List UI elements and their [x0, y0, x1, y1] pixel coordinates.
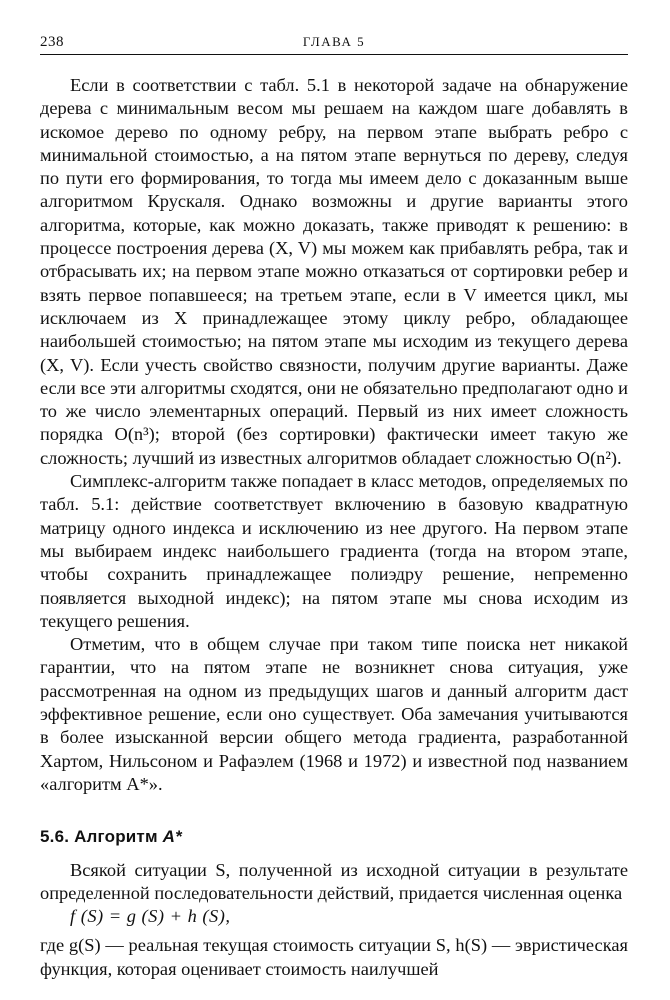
section-heading-text: 5.6. Алгоритм [40, 827, 163, 847]
paragraph-kruskal: Если в соответствии с табл. 5.1 в некоторой задаче на обнаружение дерева с минимальным весом мы решаем на каждом шаге добавлять в искомое дерево по одному ребру, на первом этапе выбрать ребро с минимальной стоимостью, а на пятом этапе вернуться по дереву, следуя по пути его формирования, то тогда мы имеем дело с доказанным выше алгоритмом Крускаля. Однако возможны и другие варианты этого алгоритма, которые, как можно доказать, также приводят к решению: в процессе построения дерева (X, V) мы можем как прибавлять ребра, так и отбрасывать их; на первом этапе можно отказаться от сортировки ребер и взять первое попавшееся; на третьем этапе, если в V имеется цикл, мы исключаем из X принадлежащее этому циклу ребро, обладающее наибольшей стоимостью; на пятом этапе мы исходим из текущего дерева (X, V). Если учесть свойство связности, получим другие варианты. Даже если все эти алгоритмы сходятся, они не обязательно предполагают одно и то же число элементарных операций. Первый из них имеет сложность порядка O(n³); второй (без сортировки) фактически имеет такую же сложность; лучший из известных алгоритмов обладает сложностью O(n²). [40, 75, 628, 468]
running-head: ГЛАВА 5 [302, 34, 366, 49]
page-number: 238 [40, 34, 64, 50]
section-heading [40, 825, 628, 848]
section-heading-algorithm: A* [162, 827, 182, 847]
paragraph-remarks: Отметим, что в общем случае при таком типе поиска нет никакой гарантии, что на пятом этапе не возникнет снова ситуация, уже рассмотренная на одном из предыдущих шагов и данный алгоритм даст эффективное решение, если оно существует. Оба замечания учитываются в более изысканной версии общего метода градиента, разработанной Хартом, Нильсоном и Рафаэлем (1968 и 1972) и известной под названием «алгоритм A*». [40, 634, 628, 794]
evaluation-formula: f (S) = g (S) + h (S), [70, 906, 231, 927]
paragraph-simplex: Симплекс-алгоритм также попадает в класс методов, определяемых по табл. 5.1: действие соответствует включению в базовую квадратную матрицу одного индекса и исключению из нее другого. На первом этапе мы выбираем индекс наибольшего градиента (тогда на втором этапе, чтобы сохранить принадлежащее полиэдру решение, непременно появляется выходной индекс); на пятом этапе мы снова исходим из текущего решения. [40, 471, 628, 631]
paragraph-formula-explanation: где g(S) — реальная текущая стоимость ситуации S, h(S) — эвристическая функция, которая оценивает стоимость наилучшей [40, 935, 628, 979]
paragraph-section-intro: Всякой ситуации S, полученной из исходной ситуации в результате определенной последовательности действий, придается численная оценка [40, 859, 628, 903]
page-header [40, 32, 628, 55]
page-body [40, 74, 628, 981]
